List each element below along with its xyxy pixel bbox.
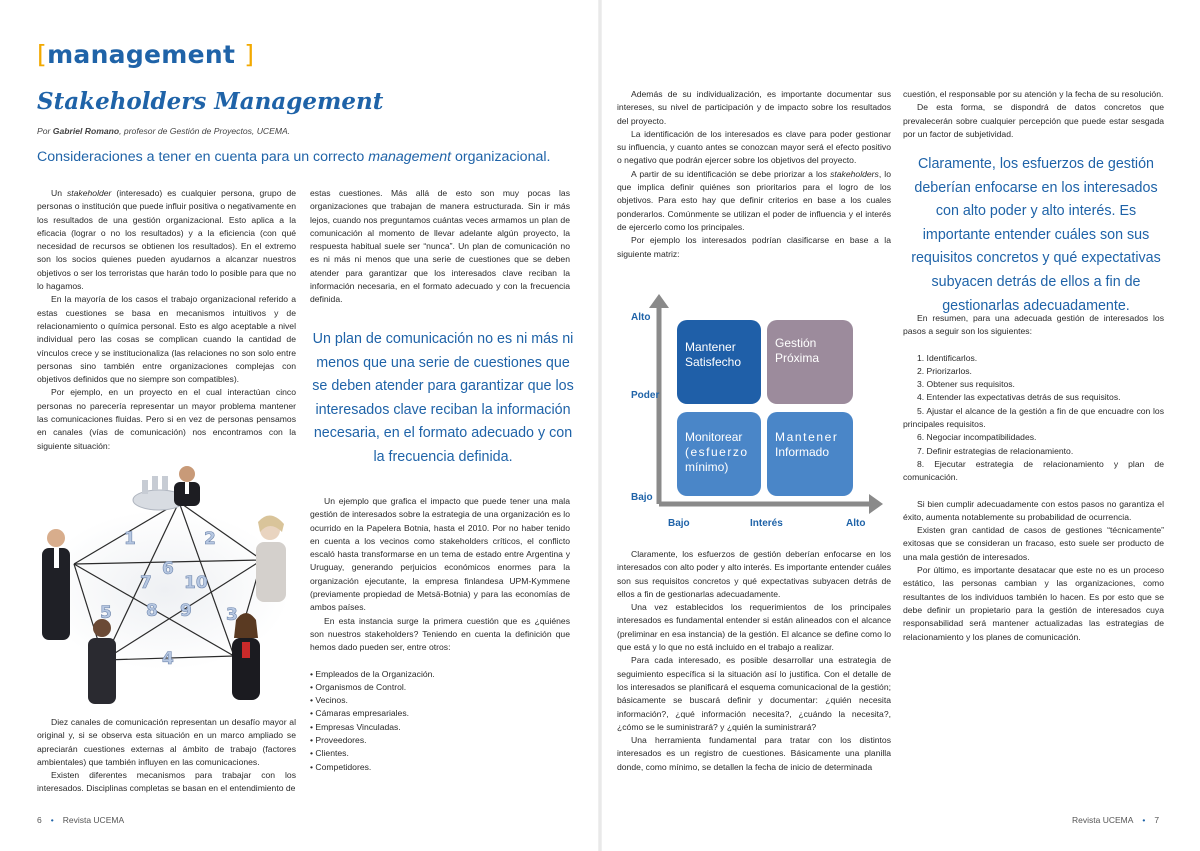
step-item: 3. Obtener sus requisitos. bbox=[917, 379, 1015, 390]
section-tag bbox=[37, 40, 254, 69]
col3-paragraph-4: Por ejemplo los interesados podrían clasificarse en base a la siguiente matriz: bbox=[617, 235, 891, 259]
step-item: 2. Priorizarlos. bbox=[917, 365, 972, 376]
list-item: • Proveedores. bbox=[310, 735, 367, 746]
channel-number-3: 3 bbox=[226, 605, 238, 625]
step-item: 5. Ajustar el alcance de la gestión a fin de que encuadre con los principales requisitos. bbox=[903, 405, 1164, 430]
col2-paragraph-2: Un ejemplo que grafica el impacto que puede tener una mala gestión de interesados sobre la estrategia de una organización es lo ocurrido en la Papelera Botnia, hasta el 2010. Por no haber tenido en cuenta a los vecinos como stakeholders críticos, el conflicto escaló hasta transformarse en un tema de estado entre Argentina y Uruguay, generando perjuicios económicos enormes para la organización ejecutante, la empresa finlandesa UPM-Kymmene (previamente propiedad de Metsä-Botnia) y para las economías de ambos países. bbox=[310, 496, 570, 613]
col4-paragraph-1: cuestión, el responsable por su atención y la fecha de su resolución. bbox=[903, 89, 1164, 99]
page-number-right: 7 bbox=[1154, 815, 1160, 825]
list-item: • Empleados de la Organización. bbox=[310, 668, 435, 679]
column-3-top bbox=[617, 88, 891, 261]
col3-paragraph-6: Una vez establecidos los requerimientos de los principales interesados es fundamental entender si están alineados con el alcance (preliminar en esa instancia) de la gestión. El alcance se define como lo que está y lo que no está incluido en el trabajo a realizar. bbox=[617, 602, 891, 653]
x-low-label: Bajo bbox=[668, 518, 690, 529]
stakeholder-list bbox=[310, 668, 570, 774]
quadrant-label: Informado bbox=[775, 445, 830, 459]
list-item: • Competidores. bbox=[310, 761, 372, 772]
quadrant-monitor bbox=[677, 412, 761, 496]
right-page bbox=[600, 0, 1200, 851]
col3-paragraph-8: Una herramienta fundamental para tratar con los distintos interesados es un registro de cuestiones. Básicamente una planilla donde, como mínimo, se detallen la fecha de inicio de determinada bbox=[617, 735, 891, 772]
communication-network-illustration bbox=[34, 460, 296, 704]
y-low-label: Bajo bbox=[631, 492, 653, 503]
step-item: 7. Definir estrategias de relacionamiento. bbox=[917, 445, 1074, 456]
col4-paragraph-3: En resumen, para una adecuada gestión de interesados los pasos a seguir son los siguientes: bbox=[903, 313, 1164, 337]
list-item: • Empresas Vinculadas. bbox=[310, 721, 401, 732]
col1-paragraph-2: En la mayoría de los casos el trabajo organizacional referido a estas cuestiones se basa en mecanismos intuitivos y de relacionamiento o química personal. Esto es algo aceptable a nivel individual pero las cosas se complican cuando la cantidad de vínculos crece y se institucionaliza (las relaciones no son solo entre personas sino también entre organizaciones complejas con objetivos definidos que no siempre son compatibles). bbox=[37, 294, 296, 385]
col3-paragraph-7: Para cada interesado, es posible desarrollar una estrategia de seguimiento específica si la situación así lo justifica. Con el detalle de los interesados se planificará el esquema comunicacional de la gestión; básicamente se buscará definir y documentar: ¿quién necesita información?, ¿qué información necesita?, ¿cuándo la necesita?, ¿cómo se le suministrará? y ¿quién la suministrará? bbox=[617, 655, 891, 732]
quadrant-keep-satisfied bbox=[677, 320, 761, 404]
quadrant-label: Mantener bbox=[775, 430, 839, 444]
byline-prefix: Por bbox=[37, 126, 53, 136]
quadrant-manage-closely bbox=[767, 320, 853, 404]
x-high-label: Alto bbox=[846, 518, 866, 529]
byline bbox=[37, 126, 290, 136]
channel-number-6: 6 bbox=[162, 559, 174, 579]
person-bottom-right bbox=[232, 613, 260, 700]
magazine-name-right: Revista UCEMA bbox=[1072, 815, 1134, 825]
step-item: 1. Identificarlos. bbox=[917, 352, 978, 363]
col3-paragraph-5: Claramente, los esfuerzos de gestión deberían enfocarse en los interesados con alto poder y alto interés. Es importante entender cuáles son sus requisitos concretos y qué expectativas subyacen detrás de ellos a fin de gestionarlas adecuadamente. bbox=[617, 549, 891, 599]
col1-paragraph-4: Diez canales de comunicación representan un desafío mayor al original y, si se observa esta situación en un marco ampliado se apreciarán cuestiones externas al ámbito de trabajo (factores ambientales) que también influyen en las comunicaciones. bbox=[37, 717, 296, 767]
stakeholder-matrix bbox=[617, 292, 897, 534]
quadrant-label: mínimo) bbox=[685, 460, 729, 474]
channel-number-1: 1 bbox=[124, 529, 136, 549]
col1-paragraph-3: Por ejemplo, en un proyecto en el cual interactúan cinco personas no parecería representar un mayor problema mantener las comunicaciones fluidas. Pero si en vez de personas pensamos en canales (vías de comunicación) nos encontramos con la siguiente situación: bbox=[37, 387, 296, 451]
article-subtitle bbox=[37, 149, 550, 165]
col2-paragraph-1: estas cuestiones. Más allá de esto son muy pocas las organizaciones que trabajan de manera estructurada. Sin ir más lejos, cuando nos preguntamos cuántas veces armamos un plan de comunicación al momento de llevar adelante algún proyecto, la respuesta habitual suele ser “nunca”. Un plan de comunicación no es ni más ni menos que una serie de cuestiones que se deben atender para garantizar que los interesados clave reciban la información necesaria, en el formato adecuado y con la frecuencia definida. bbox=[310, 188, 570, 305]
folio-right: Revista UCEMA • 7 bbox=[1072, 815, 1160, 825]
y-high-label: Alto bbox=[631, 312, 651, 323]
column-3-bottom bbox=[617, 548, 891, 774]
quadrant-label: Mantener bbox=[685, 340, 736, 354]
column-2-bottom bbox=[310, 495, 570, 774]
step-item: 6. Negociar incompatibilidades. bbox=[917, 432, 1037, 443]
quadrant-label: Próxima bbox=[775, 351, 820, 365]
subtitle-post: organizacional. bbox=[451, 149, 551, 165]
col3-paragraph-1: Además de su individualización, es importante documentar sus intereses, su nivel de participación y de impacto sobre los resultados del proyecto. bbox=[617, 89, 891, 126]
person-top bbox=[174, 466, 200, 506]
channel-number-10: 10 bbox=[184, 573, 208, 593]
col1-paragraph-1: Un stakeholder (interesado) es cualquier persona, grupo de personas o institución que puede influir positiva o negativamente en los resultados de una gestión organizacional. Esto aplica a la eficacia (lograr o no los resultados) y a la eficiencia (con qué necesidad de recursos se obtienen los resultados). En el extremo son los socios quienes pueden ayudarnos a alcanzar nuestros objetivos o ser los terroristas que harán todo lo posible para que no lo hagamos. bbox=[37, 188, 297, 292]
col2-paragraph-3: En esta instancia surge la primera cuestión que es ¿quiénes son nuestros stakeholders? Teniendo en cuenta la definición que hemos dado pueden ser, entre otros: bbox=[310, 615, 570, 653]
pull-quote-right: Claramente, los esfuerzos de gestión deberían enfocarse en los interesados con alto poder y alto interés. Es importante entender cuáles son sus requisitos concretos y qué expectativas subyacen detrás de ellos a fin de gestionarlas adecuadamente. bbox=[911, 156, 1161, 314]
column-1-bottom bbox=[37, 716, 296, 796]
quadrant-keep-informed bbox=[767, 412, 853, 496]
col3-paragraph-3: A partir de su identificación se debe priorizar a los stakeholders, lo que implica definir quiénes son prioritarios para el logro de los objetivos. Para esto hay que definir criterios en base a los cuales ponderarlos. Comúnmente se utilizan el poder de influencia y el interés de ejercerlo como los principales. bbox=[617, 168, 891, 232]
page-number-left: 6 bbox=[37, 815, 42, 825]
bracket-close: ] bbox=[244, 40, 255, 69]
byline-role: , profesor de Gestión de Proyectos, UCEMA. bbox=[119, 126, 291, 136]
quadrant-label: Satisfecho bbox=[685, 355, 742, 369]
channel-number-2: 2 bbox=[204, 529, 216, 549]
subtitle-em: management bbox=[368, 149, 452, 165]
column-1-top bbox=[37, 187, 296, 453]
col4-paragraph-5: Existen gran cantidad de casos de gestiones “técnicamente” exitosas que se consideran un fracaso, esto suele ser producto de una mala gestión de interesados. bbox=[903, 525, 1164, 562]
quadrant-label: Monitorear bbox=[685, 430, 743, 444]
x-axis-arrow bbox=[869, 494, 883, 514]
col3-paragraph-2: La identificación de los interesados es clave para poder gestionar su influencia, y cuanto antes se conozcan mayor será el efecto positivo o negativo que podrán ejercer sobre los objetivos del proyecto. bbox=[617, 128, 891, 166]
list-item: • Organismos de Control. bbox=[310, 681, 407, 692]
quadrant-label: (esfuerzo bbox=[685, 445, 749, 459]
quadrant-label: Gestión bbox=[775, 336, 817, 350]
channel-number-4: 4 bbox=[162, 649, 174, 669]
x-axis-label: Interés bbox=[750, 518, 783, 529]
subtitle-pre: Consideraciones a tener en cuenta para un correcto bbox=[37, 149, 369, 165]
y-axis-arrow bbox=[649, 294, 669, 308]
column-4-bottom bbox=[903, 312, 1164, 644]
list-item: • Vecinos. bbox=[310, 695, 348, 706]
section-label: management bbox=[47, 40, 236, 69]
folio-left: 6 • Revista UCEMA bbox=[37, 815, 125, 825]
step-item: 8. Ejecutar estrategia de relacionamiento y plan de comunicación. bbox=[903, 458, 1164, 483]
column-4-top bbox=[903, 88, 1164, 141]
article-title: Stakeholders Management bbox=[37, 88, 384, 115]
y-axis-label: Poder bbox=[631, 390, 660, 401]
person-right bbox=[256, 515, 286, 602]
col4-paragraph-6: Por último, es importante desatacar que este no es un proceso estático, las personas cambian y las organizaciones, como resultantes de los individuos también lo hacen. Es por esto que se debe definir un propietario para la gestión de interesados cuya responsabilidad será mantener actualizadas las estrategias de relacionamiento y los planes de comunicación. bbox=[903, 565, 1164, 642]
byline-author: Gabriel Romano bbox=[52, 126, 120, 136]
channel-number-7: 7 bbox=[140, 573, 152, 593]
step-item: 4. Entender las expectativas detrás de sus requisitos. bbox=[917, 392, 1121, 403]
col4-paragraph-2: De esta forma, se dispondrá de datos concretos que prevalecerán sobre cualquier percepción que puede estar sesgada por un factor de subjetividad. bbox=[903, 102, 1164, 139]
channel-number-8: 8 bbox=[146, 601, 158, 621]
list-item: • Cámaras empresariales. bbox=[310, 708, 410, 719]
channel-number-9: 9 bbox=[180, 601, 192, 621]
list-item: • Clientes. bbox=[310, 748, 349, 759]
col4-paragraph-4: Si bien cumplir adecuadamente con estos pasos no garantiza el éxito, aumenta notablemente su probabilidad de ocurrencia. bbox=[903, 498, 1164, 522]
col1-paragraph-5: Existen diferentes mecanismos para trabajar con los interesados. Disciplinas completas se basan en el entendimiento de bbox=[37, 770, 296, 794]
bracket-open: [ bbox=[37, 40, 48, 69]
column-2-top bbox=[310, 187, 570, 307]
magazine-name-left: Revista UCEMA bbox=[62, 815, 125, 825]
channel-number-5: 5 bbox=[100, 603, 112, 623]
pull-quote-left: Un plan de comunicación no es ni más ni menos que una serie de cuestiones que se deben atender para garantizar que los interesados clave reciban la información necesaria, en el formato adecuado y con la frecuencia definida. bbox=[312, 331, 574, 465]
